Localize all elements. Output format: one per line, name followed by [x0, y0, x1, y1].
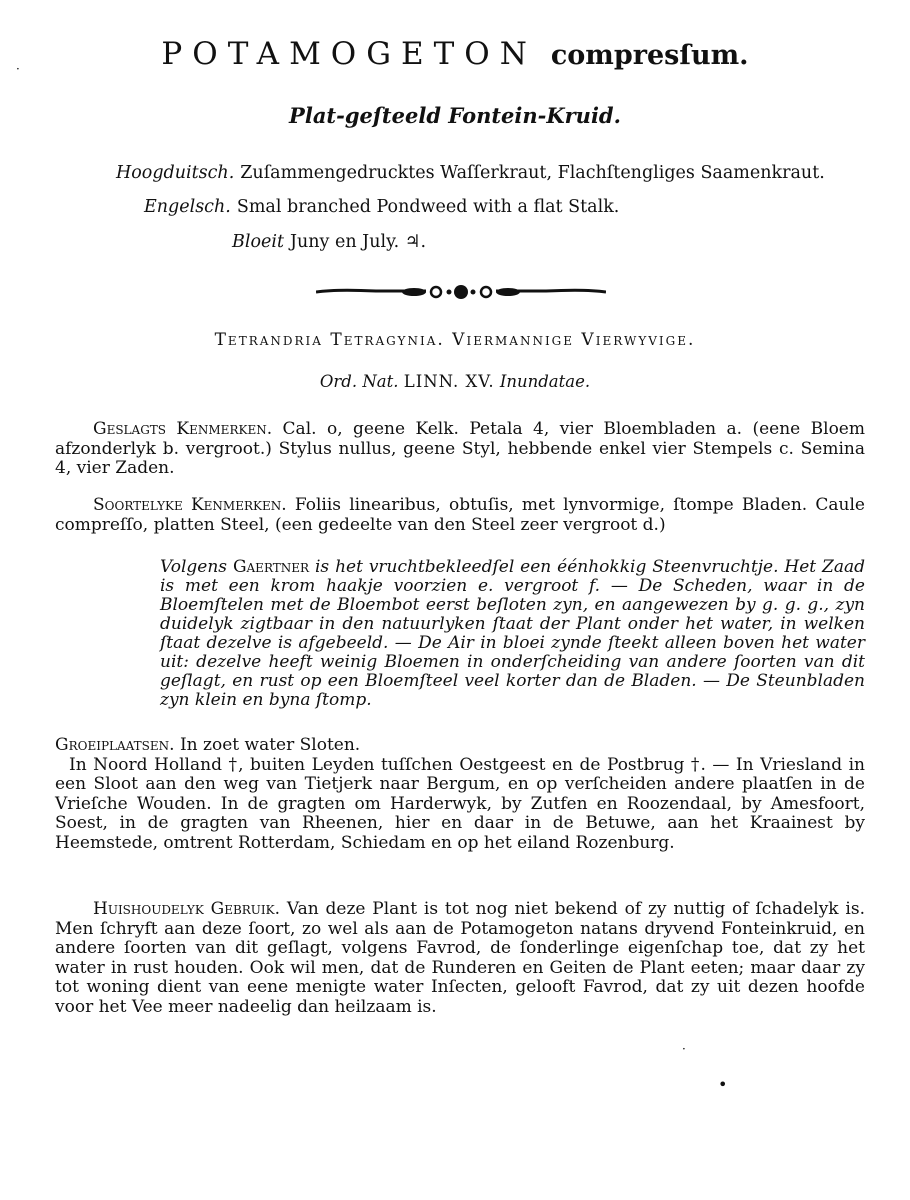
vernacular-text: Zuſammengedrucktes Waſſerkraut, Flachſtengliges Saamenkraut. — [240, 163, 825, 183]
household-use — [55, 900, 865, 1017]
section-heading: Huishoudelyk Gebruik. — [93, 899, 281, 919]
section-heading: Groeiplaatsen. — [55, 735, 175, 755]
genus-characters — [55, 420, 865, 479]
species-name: compresſum. — [550, 40, 749, 71]
vernacular-text: Smal branched Pondweed with a flat Stalk. — [236, 197, 620, 217]
order-linn: LINN. XV. — [403, 372, 495, 391]
section-text: Van deze Plant is tot nog niet bekend of zy nuttig of ſchadelyk is. Men ſchryft aan deze ſoort, zo wel als aan de Potamogeton natans dryvend Fonteinkruid, en andere ſoorten van dit geſlagt, volgens Favrod, de ſonderlinge eigenſchap toe, dat zy het water in rust houden. Ook wil men, dat de Runderen en Geiten de Plant eeten; maar daar zy tot woning dient van eene menigte water Inſecten, gelooft Favrod, dat zy uit dezen hoofde voor het Vee meer nadeelig dan heilzaam is. — [55, 899, 865, 1017]
section-heading: Soortelyke Kenmerken. — [93, 495, 287, 515]
note-text: is het vruchtbekleedſel een éénhokkig Steenvruchtje. Het Zaad is met een krom haakje voorzien e. vergroot f. — De Scheden, waar in de Bloemſtelen met de Bloembot eerst beſloten zyn, en aangewezen by g. g. g., zyn duidelyk zigtbaar in den natuurlyken ſtaat der Plant onder het water, in welken ſtaat dezelve is afgebeeld. — De Air in bloei zynde ſteekt alleen boven het water uit: dezelve heeft weinig Bloemen in onderſcheiding van andere ſoorten van dit geſlagt, en rust op een Bloemſteel veel korter dan de Bladen. — De Steunbladen zyn klein en byna ſtomp. — [160, 557, 866, 710]
natural-order — [0, 372, 910, 391]
page-title — [0, 36, 910, 72]
speck: · — [682, 1042, 686, 1056]
genus-name: POTAMOGETON — [161, 36, 537, 72]
flowering-time — [232, 232, 426, 252]
gaertner-note — [160, 558, 865, 710]
note-pre: Volgens — [160, 557, 228, 577]
order-prefix: Ord. Nat. — [319, 372, 399, 391]
vernacular-german — [116, 163, 825, 183]
habitat-intro: In zoet water Sloten. — [179, 735, 361, 755]
vernacular-text: Juny en July. ♃. — [289, 232, 427, 252]
vernacular-lang: Hoogduitsch. — [116, 163, 235, 183]
habitat — [55, 736, 865, 853]
section-text: Cal. o, geene Kelk. Petala 4, vier Bloembladen a. (eene Bloem afzonderlyk b. vergroot.) Stylus nullus, geene Styl, hebbende enkel vier Stempels c. Semina 4, vier Zaden. — [55, 419, 865, 478]
dutch-name: Plat-geſteeld Fontein-Kruid. — [289, 103, 621, 128]
vernacular-lang: Bloeit — [232, 232, 284, 252]
species-characters — [55, 496, 865, 535]
vernacular-english — [144, 197, 619, 217]
order-name: Inundatae. — [499, 372, 591, 391]
ornament-divider — [316, 283, 606, 301]
vernacular-lang: Engelsch. — [144, 197, 231, 217]
section-text: In Noord Holland †, buiten Leyden tuſſchen Oestgeest en de Postbrug †. — In Vriesland in een Sloot aan den weg van Tietjerk naar Bergum, en op verſcheiden andere plaatſen in de Vrieſche Wouden. In de gragten om Harderwyk, by Zutfen en Roozendaal, by Amesfoort, Soest, in de gragten van Rheenen, hier en daar in de Betuwe, aan het Kraainest by Heemstede, omtrent Rotterdam, Schiedam en op het eiland Rozenburg. — [55, 754, 865, 853]
classification: Tetrandria Tetragynia. Viermannige Vierwyvige. — [214, 330, 696, 350]
section-heading: Geslagts Kenmerken. — [93, 419, 273, 439]
section-text: Foliis linearibus, obtuſis, met lynvormige, ſtompe Bladen. Caule compreſſo, platten Steel, (een gedeelte van den Steel zeer vergroot d.) — [55, 495, 865, 535]
speck: · — [16, 62, 20, 76]
note-author: Gaertner — [232, 557, 310, 577]
speck: • — [718, 1075, 728, 1094]
